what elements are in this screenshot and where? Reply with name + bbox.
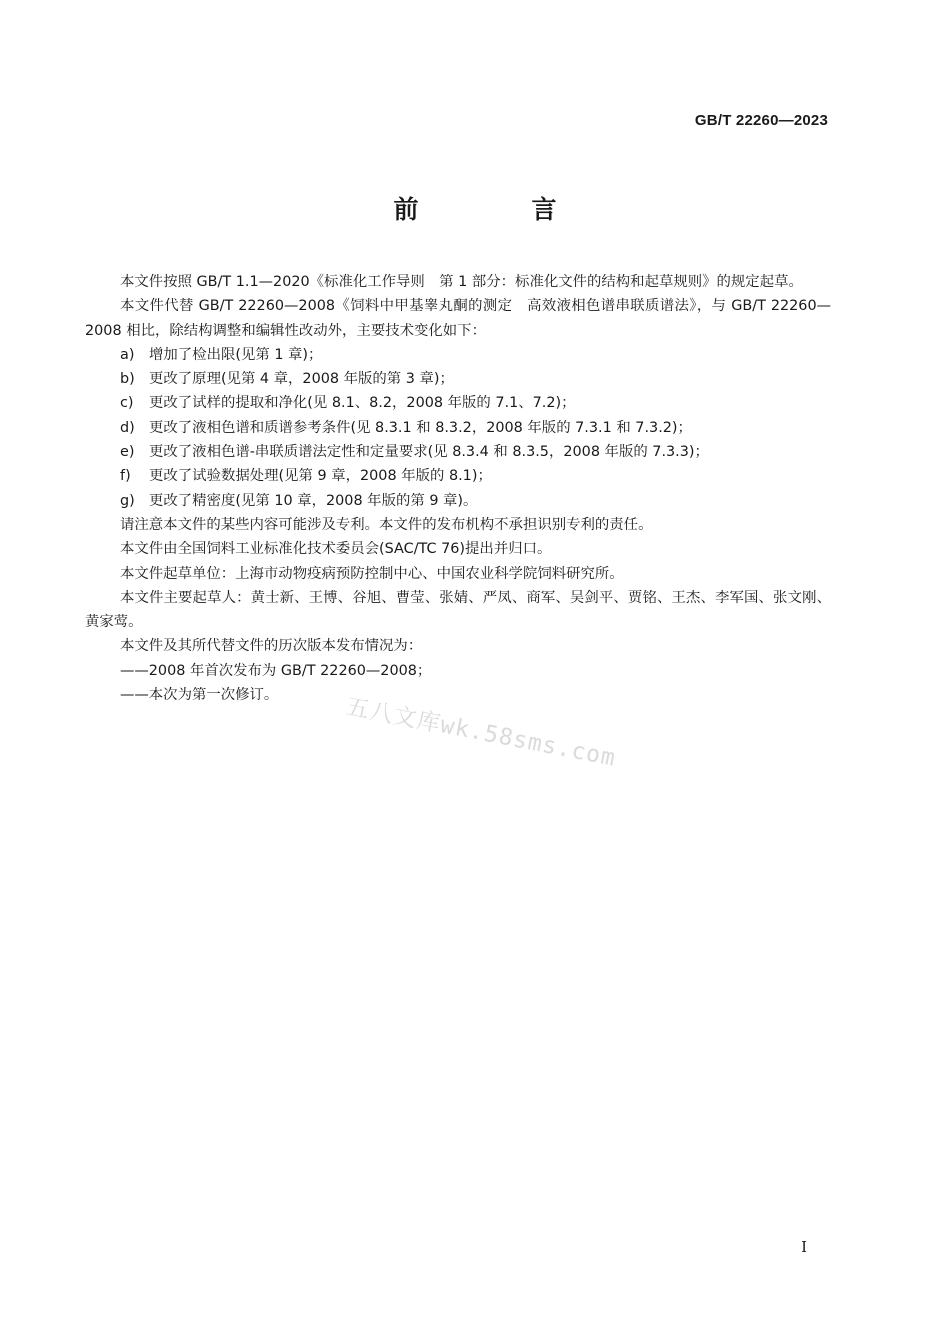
list-marker: b) — [120, 371, 135, 388]
list-marker: g) — [120, 492, 135, 509]
history-item: ——2008 年首次发布为 GB/T 22260—2008； — [120, 662, 432, 679]
list-item-text: 更改了精密度(见第 10 章，2008 年版的第 9 章)。 — [149, 492, 478, 509]
list-item — [85, 367, 831, 391]
page-number: I — [801, 1238, 807, 1256]
list-marker: d) — [120, 419, 135, 436]
list-item — [85, 391, 831, 415]
paragraph-drafters: 本文件主要起草人：黄士新、王博、谷旭、曹莹、张婧、严凤、商军、吴剑平、贾铭、王杰、李军国、张文刚、黄家莺。 — [85, 589, 831, 631]
page-title: 前 言 — [393, 195, 601, 224]
history-item: ——本次为第一次修订。 — [120, 687, 279, 704]
changes-list — [85, 343, 831, 513]
paragraph-drafting-basis: 本文件按照 GB/T 1.1—2020《标准化工作导则 第 1 部分：标准化文件的结构和起草规则》的规定起草。 — [120, 274, 803, 290]
watermark-text: 五八文库wk.58sms.com — [343, 693, 618, 772]
list-item — [85, 416, 831, 440]
list-marker: e) — [120, 444, 135, 461]
paragraph-history-intro: 本文件及其所代替文件的历次版本发布情况为： — [120, 638, 423, 655]
list-marker: c) — [120, 395, 134, 412]
history-list — [85, 659, 831, 708]
list-item — [85, 440, 831, 464]
list-marker: a) — [120, 346, 135, 363]
list-item — [85, 343, 831, 367]
list-item-text: 增加了检出限(见第 1 章)； — [149, 346, 323, 363]
document-number: GB/T 22260—2023 — [694, 112, 828, 129]
paragraph-committee: 本文件由全国饲料工业标准化技术委员会(SAC/TC 76)提出并归口。 — [120, 541, 552, 558]
paragraph-replacement: 本文件代替 GB/T 22260—2008《饲料中甲基睾丸酮的测定 高效液相色谱串联质谱法》，与 GB/T 22260—2008 相比，除结构调整和编辑性改动外，主要技术变化如下： — [85, 298, 831, 339]
list-item-text: 更改了原理(见第 4 章，2008 年版的第 3 章)； — [149, 371, 454, 388]
list-item — [85, 489, 831, 513]
list-marker: f) — [120, 468, 131, 485]
list-item-text: 更改了液相色谱-串联质谱法定性和定量要求(见 8.3.4 和 8.3.5，2008 年版的 7.3.3)； — [149, 444, 709, 461]
paragraph-drafting-units: 本文件起草单位：上海市动物疫病预防控制中心、中国农业科学院饲料研究所。 — [120, 565, 624, 582]
list-item-text: 更改了液相色谱和质谱参考条件(见 8.3.1 和 8.3.2，2008 年版的 7.3.1 和 7.3.2)； — [149, 419, 692, 436]
list-item-text: 更改了试样的提取和净化(见 8.1、8.2，2008 年版的 7.1、7.2)； — [149, 395, 576, 412]
foreword-body — [85, 270, 831, 707]
paragraph-patent-notice: 请注意本文件的某些内容可能涉及专利。本文件的发布机构不承担识别专利的责任。 — [120, 516, 653, 533]
list-item — [85, 464, 831, 488]
list-item-text: 更改了试验数据处理(见第 9 章，2008 年版的 8.1)； — [149, 468, 492, 485]
